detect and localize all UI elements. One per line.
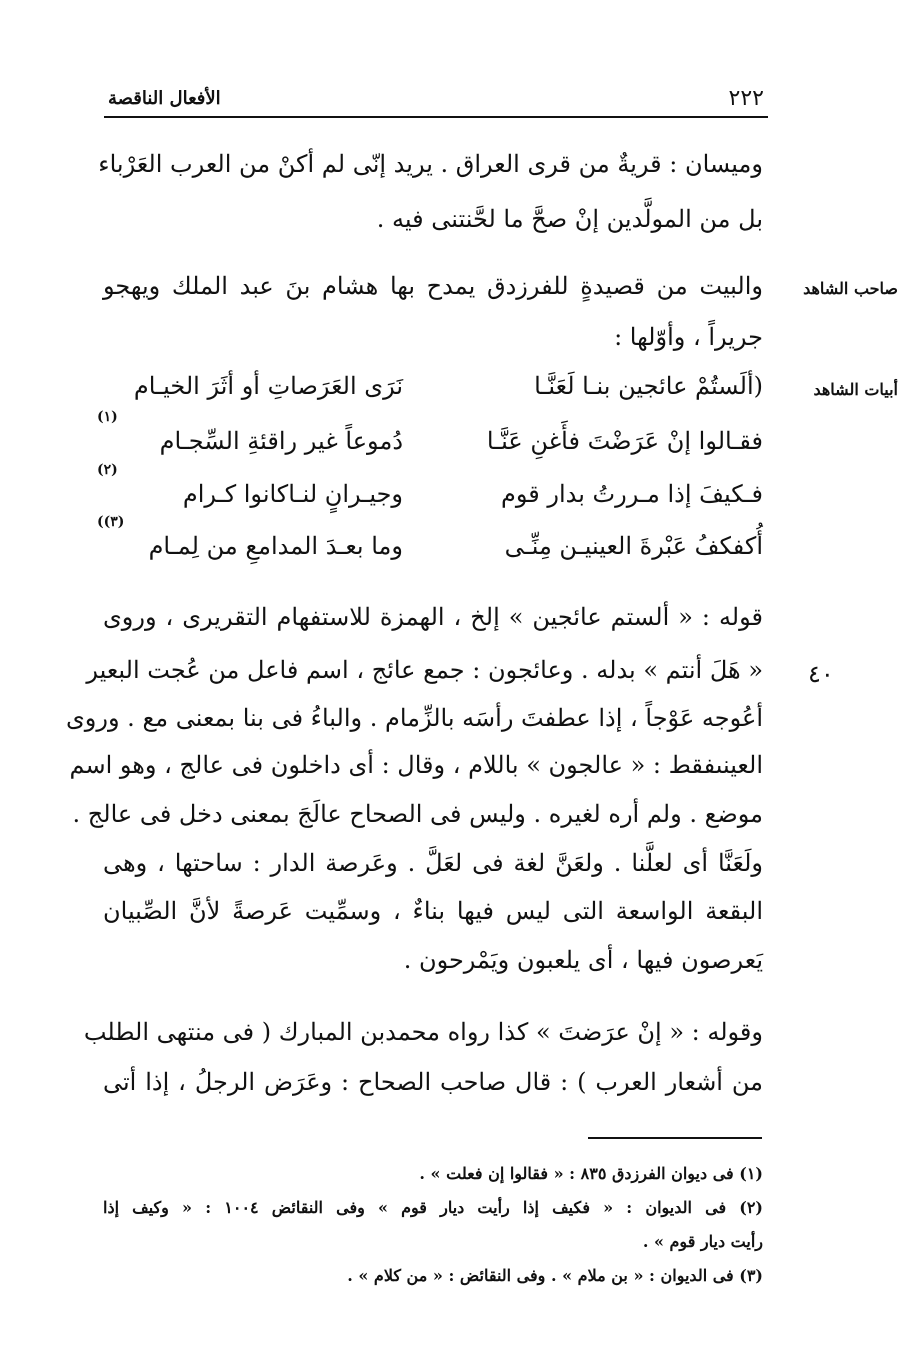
body-line: « هَلَ أنتم » بدله . وعائجون : جمع عائج ، اسم فاعل من عُجت البعير <box>86 656 763 684</box>
body-line: من أشعار العرب ) : قال صاحب الصحاح : وعَرَض الرجلُ ، إذا أتى <box>103 1068 763 1096</box>
footnote: (١) فى ديوان الفرزدق ٨٣٥ : « فقالوا إن فعلت » . <box>419 1164 763 1183</box>
footnote: (٢) فى الديوان : « فكيف إذا رأيت ديار قوم » وفى النقائض ١٠٠٤ : « وكيف إذا <box>103 1198 763 1217</box>
poem-verse <box>97 409 763 467</box>
page-header <box>104 82 768 118</box>
footnote: (٣) فى الديوان : « بن ملام » . وفى النقائض : « من كلام » . <box>347 1266 763 1285</box>
margin-line-number: ٤٠ <box>808 660 834 688</box>
body-line: يَعرصون فيها ، أى يلعبون ويَمْرحون . <box>403 946 763 974</box>
verse-second-hemistich: دُموعاً غير راقئةِ السِّجـام <box>159 427 403 455</box>
footnote-separator <box>588 1137 762 1139</box>
footnote-marker: (١) <box>97 409 118 425</box>
poem-verse <box>97 462 763 520</box>
body-line: قوله : « ألستم عائجين » إلخ ، الهمزة للاستفهام التقريرى ، وروى <box>103 603 763 631</box>
body-line: جريراً ، وأوّلها : <box>614 323 763 351</box>
body-line: العينىفقط : « عالجون » باللام ، وقال : أى داخلون فى عالج ، وهو اسم <box>69 751 763 779</box>
footnote: رأيت ديار قوم » . <box>642 1232 763 1251</box>
body-line: موضع . ولم أره لغيره . وليس فى الصحاح عالَجَ بمعنى دخل فى عالج . <box>72 800 763 828</box>
body-line: والبيت من قصيدةٍ للفرزدق يمدح بها هشام بنَ عبد الملك ويهجو <box>103 272 763 300</box>
running-title: الأفعال الناقصة <box>108 88 221 109</box>
verse-second-hemistich: وما بعـدَ المدامعِ من لِمـام <box>148 532 403 560</box>
verse-second-hemistich: نَرَى العَرَصاتِ أو أثَرَ الخيـام <box>133 372 403 400</box>
body-line: البقعة الواسعة التى ليس فيها بناءٌ ، وسمِّيت عَرصةً لأنَّ الصِّبيان <box>103 897 763 925</box>
verse-first-hemistich: فقـالوا إنْ عَرَضْتَ فأَغنِ عَنَّـا <box>486 427 763 455</box>
verse-second-hemistich: وجيـرانٍ لنـاكانوا كـرام <box>182 480 403 508</box>
verse-first-hemistich: فـكيفَ إذا مـررتُ بدار قوم <box>501 480 763 508</box>
body-line: وميسان : قريةٌ من قرى العراق . يريد إنّى لم أكنْ من العرب العَرْباء <box>98 150 763 178</box>
poem-verse <box>103 372 763 412</box>
margin-note-abyat-shahid: أبيات الشاهد <box>813 380 898 399</box>
body-line: ولَعَنَّا أى لعلَّنا . ولعَنَّ لغة فى لعَلَّ . وعَرصة الدار : ساحتها ، وهى <box>103 849 763 877</box>
verse-first-hemistich: أُكفكفُ عَبْرةَ العينيـن مِنِّـى <box>504 532 763 560</box>
body-line: وقوله : « إنْ عرَضتَ » كذا رواه محمدبن المبارك ( فى منتهى الطلب <box>83 1018 763 1046</box>
verse-first-hemistich: (ألَستُمْ عائجين بنـا لَعَنَّـا <box>534 372 763 400</box>
margin-note-sahib-shahid: صاحب الشاهد <box>803 279 898 298</box>
page-number: ٢٢٢ <box>728 86 764 111</box>
footnote-marker: (٢) <box>97 462 118 478</box>
body-line: أعُوجه عَوْجاً ، إذا عطفتَ رأسَه بالزِّمام . والباءُ فى بنا بمعنى مع . وروى <box>66 704 763 732</box>
body-line: بل من المولَّدين إنْ صحَّ ما لحَّنتنى فيه . <box>376 205 763 233</box>
footnote-marker: (٣)) <box>97 514 125 530</box>
poem-verse <box>97 514 763 572</box>
